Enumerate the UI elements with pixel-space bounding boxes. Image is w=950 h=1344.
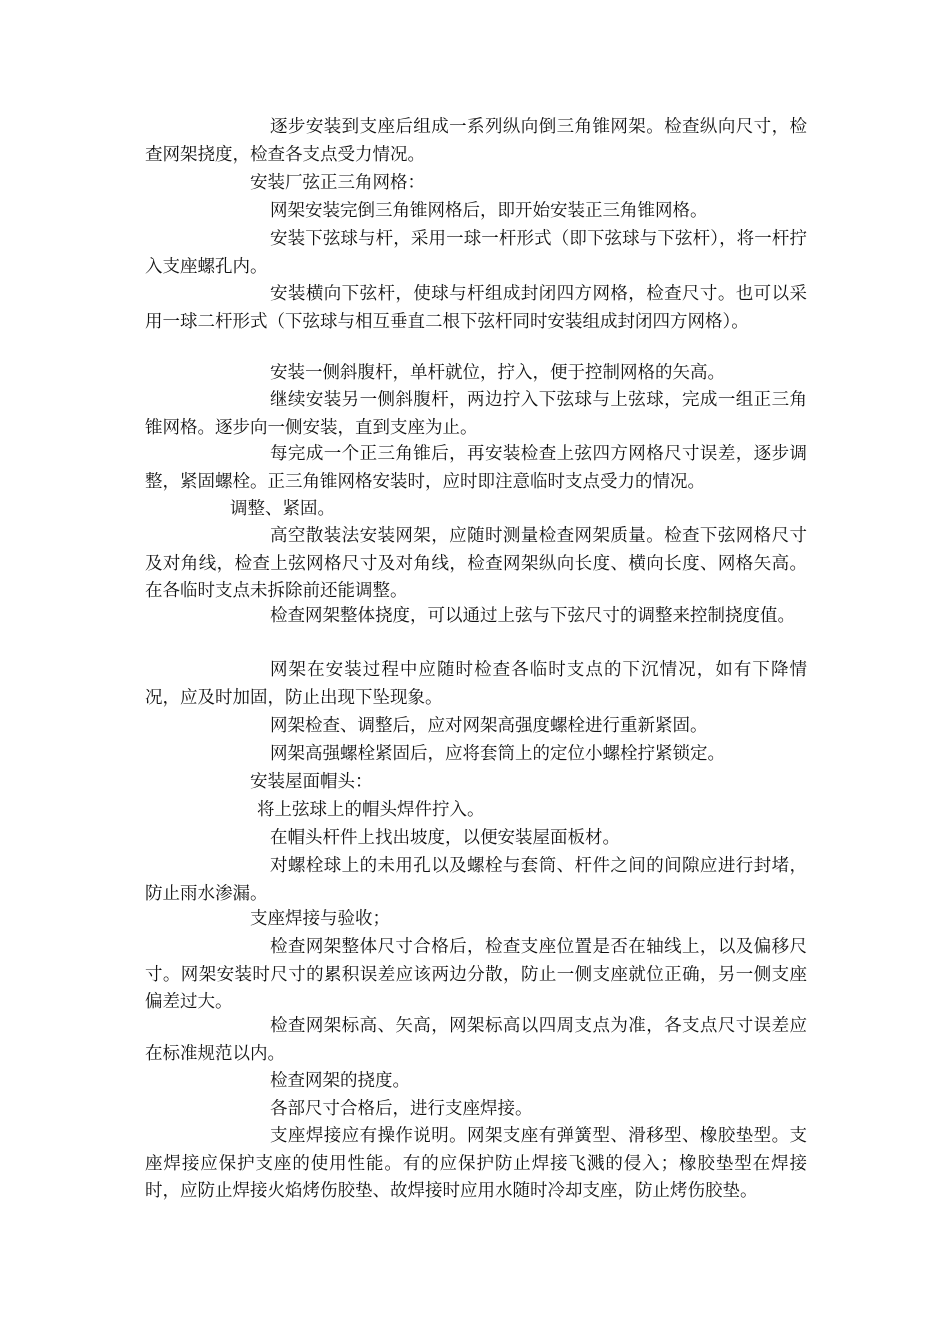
paragraph-8: 高空散装法安装网架，应随时测量检查网架质量。检查下弦网格尺寸及对角线，检查上弦网格尺寸及对角线，检查网架纵向长度、横向长度、网格矢高。在各临时支点未拆除前还能调整。 (145, 526, 807, 602)
paragraph-13: 将上弦球上的帽头焊件拧入。 (257, 800, 485, 820)
paragraph-5: 安装一侧斜腹杆，单杆就位，拧入，便于控制网格的矢高。 (270, 363, 725, 383)
paragraph-3: 安装下弦球与杆，采用一球一杆形式（即下弦球与下弦杆），将一杆拧入支座螺孔内。 (145, 229, 807, 277)
heading-support-welding: 支座焊接与验收； (250, 909, 390, 929)
heading-lower-chord-grid: 安装厂弦正三角网格： (250, 173, 425, 193)
paragraph-17: 检查网架标高、矢高，网架标高以四周支点为准，各支点尺寸误差应在标准规范以内。 (145, 1016, 807, 1064)
paragraph-14: 在帽头杆件上找出坡度，以便安装屋面板材。 (270, 828, 620, 848)
paragraph-4: 安装横向下弦杆，使球与杆组成封闭四方网格，检查尺寸。也可以采用一球二杆形式（下弦球与相互垂直二根下弦杆同时安装组成封闭四方网格）。 (145, 284, 807, 332)
paragraph-16: 检查网架整体尺寸合格后，检查支座位置是否在轴线上，以及偏移尺寸。网架安装时尺寸的累积误差应该两边分散，防止一侧支座就位正确，另一侧支座偏差过大。 (145, 937, 807, 1013)
heading-adjust-fasten: 调整、紧固。 (230, 499, 335, 519)
paragraph-7: 每完成一个正三角锥后，再安装检查上弦四方网格尺寸误差，逐步调整，紧固螺栓。正三角锥网格安装时，应时即注意临时支点受力的情况。 (145, 444, 807, 492)
paragraph-15: 对螺栓球上的未用孔以及螺栓与套筒、杆件之间的间隙应进行封堵，防止雨水渗漏。 (145, 856, 807, 904)
paragraph-9: 检查网架整体挠度，可以通过上弦与下弦尺寸的调整来控制挠度值。 (270, 606, 795, 626)
paragraph-11: 网架检查、调整后，应对网架高强度螺栓进行重新紧固。 (270, 716, 708, 736)
paragraph-18: 检查网架的挠度。 (270, 1071, 410, 1091)
paragraph-2: 网架安装完倒三角锥网格后，即开始安装正三角锥网格。 (270, 201, 708, 221)
heading-roof-cap: 安装屋面帽头： (250, 772, 373, 792)
paragraph-1: 逐步安装到支座后组成一系列纵向倒三角锥网架。检查纵向尺寸，检查网架挠度，检查各支点受力情况。 (145, 117, 807, 165)
paragraph-19: 各部尺寸合格后，进行支座焊接。 (270, 1099, 533, 1119)
paragraph-10: 网架在安装过程中应随时检查各临时支点的下沉情况，如有下降情况，应及时加固，防止出现下坠现象。 (145, 660, 807, 708)
paragraph-6: 继续安装另一侧斜腹杆，两边拧入下弦球与上弦球，完成一组正三角锥网格。逐步向一侧安装，直到支座为止。 (145, 390, 807, 438)
paragraph-12: 网架高强螺栓紧固后，应将套筒上的定位小螺栓拧紧锁定。 (270, 744, 725, 764)
paragraph-20: 支座焊接应有操作说明。网架支座有弹簧型、滑移型、橡胶垫型。支座焊接应保护支座的使用性能。有的应保护防止焊接飞溅的侵入；橡胶垫型在焊接时，应防止焊接火焰烤伤胶垫、故焊接时应用水随时冷却支座，防止烤伤胶垫。 (145, 1126, 807, 1202)
